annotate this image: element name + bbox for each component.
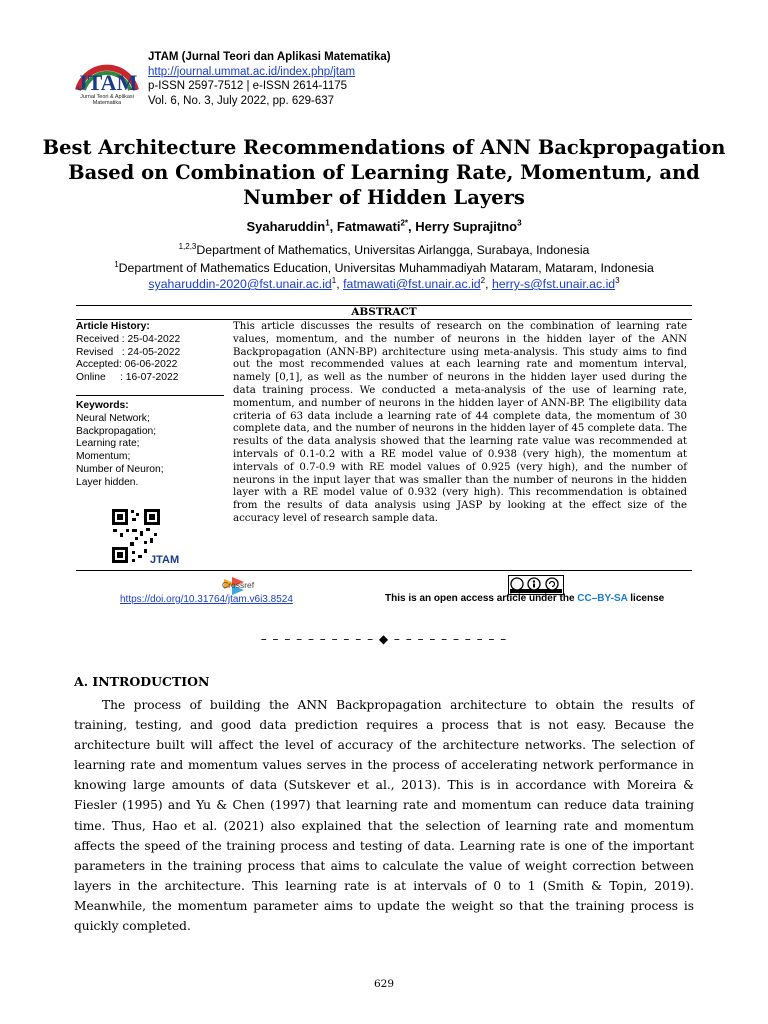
logo-caption: Jurnal Teori & Aplikasi Matematika (80, 94, 134, 106)
email-link-2[interactable]: fatmawati@fst.unair.ac.id (343, 277, 481, 291)
abstract-header-rule (76, 319, 692, 320)
logo-letters: JTAM (76, 70, 138, 95)
email-link-1[interactable]: syaharuddin-2020@fst.unair.ac.id (148, 277, 332, 291)
section-heading-introduction: A. INTRODUCTION (74, 674, 210, 689)
introduction-paragraph: The process of building the ANN Backpropagation architecture to obtain the results of training, testing, and good data prediction requires a process that is not easy. Because the architecture built will affect the level of accuracy of the architecture networks. The selection of learning rate and momentum values serves in the process of accelerating network performance in knowing large amounts of data (Sutskever et al., 2013). This is in accordance with Moreira & Fiesler (1995) and Yu & Chen (1997) that learning rate and momentum can reduce data training time. Thus, Hao et al. (2021) also explained that the selection of learning rate and momentum affects the speed of the training process and testing of data. Learning rate is one of the important parameters in the training process that aims to calculate the value of weight correction between layers in the architecture. This learning rate is at intervals of 0 to 1 (Smith & Topin, 2019). Meanwhile, the momentum parameter aims to update the weight so that the training process is quickly completed. (74, 698, 694, 934)
crossref-label: Crossref (222, 580, 255, 590)
page-number: 629 (373, 978, 395, 990)
keyword-item: Momentum; (76, 451, 131, 463)
keywords-block (76, 400, 224, 490)
history-accepted: Accepted: 06-06-2022 (76, 359, 178, 371)
abstract-bottom-rule (76, 570, 692, 571)
journal-volume: Vol. 6, No. 3, July 2022, pp. 629-637 (148, 94, 335, 107)
journal-header (70, 50, 470, 112)
author-3: Herry Suprajitno (415, 219, 518, 234)
author-list: Syaharuddin$^1$, Fatmawati$^{2*}$, Herry Suprajitno$^3$ (246, 218, 522, 234)
keyword-item: Layer hidden. (76, 476, 139, 488)
paper-title: Best Architecture Recommendations of ANN Backpropagation Based on Combination of Learning Rate, Momentum, and Number of Hidden Layers (42, 136, 726, 209)
history-heading: Article History: (76, 321, 150, 332)
history-revised: Revised : 24-05-2022 (76, 346, 181, 358)
author-emails: syaharuddin-$2020@fst.unair.ac.id^1$, $fatmawati@fst.unair.ac.id^2$, herry-$s@fst.unair.ac.id^3$ (148, 275, 620, 291)
license-statement: This is an open access article under the CC–BY-SA license (385, 593, 665, 604)
author-1: Syaharuddin (246, 219, 326, 234)
author-2: Fatmawati (336, 219, 401, 234)
history-online: Online : 16-07-2022 (76, 372, 179, 384)
cc-by-sa-badge-icon (508, 575, 564, 595)
svg-text:JTAM: JTAM (150, 554, 180, 566)
cc-by-sa-link[interactable]: CC–BY-SA (577, 593, 628, 604)
keywords-heading: Keywords: (76, 400, 129, 411)
section-divider: – – – – – – – – – – ◆ – – – – – – – – – – (260, 632, 508, 646)
keyword-item: Neural Network; (76, 412, 150, 424)
article-history (76, 321, 224, 396)
history-received: Received : 25-04-2022 (76, 333, 181, 345)
journal-url-link[interactable]: http://journal.ummat.ac.id/index.php/jtam (148, 65, 356, 78)
abstract-text: This article discusses the results of research on the combination of learning rate values, momentum, and the number of neurons in the hidden layer of the ANN Backpropagation (ANN-BP) architecture using meta-analysis. This study aims to find out the most recommended values at each learning rate and momentum interval, namely [0,1], as well as the number of neurons in the hidden layer used during the data training process. We conducted a meta-analysis of the use of learning rate, momentum, and number of neurons in the hidden layer of ANN-BP. The eligibility data criteria of 63 data include a learning rate of 44 complete data, the momentum of 30 complete data, and the number of neurons in the hidden layer of 45 complete data. The results of the data analysis showed that the learning rate value was recommended at intervals of 0.1-0.2 with a RE model value of 0.938 (very high), the momentum at intervals of 0.7-0.9 with RE model values of 0.925 (very high), and the number of neurons in the input layer that was smaller than the number of neurons in the hidden layer with a RE model value of 0.932 (very high). This recommendation is obtained from the results of data analysis using JASP by looking at the effect size of the accuracy level of research sample data. (233, 321, 687, 524)
doi-link[interactable]: https://doi.org/10.31764/jtam.v6i3.8524 (120, 594, 293, 605)
affiliation-1: $^{1,2,3}$Department of Mathematics, Universitas Airlangga, Surabaya, Indonesia (178, 241, 590, 257)
email-link-3[interactable]: herry-s@fst.unair.ac.id (491, 277, 616, 291)
affiliation-2: $^1$Department of Mathematics Education, Universitas Muhammadiyah Mataram, Mataram, Indonesia (114, 259, 654, 275)
keyword-item: Number of Neuron; (76, 463, 164, 475)
journal-name: JTAM (Jurnal Teori dan Aplikasi Matematika) (148, 51, 391, 63)
abstract-heading: ABSTRACT (351, 306, 417, 318)
keyword-item: Learning rate; (76, 438, 140, 450)
keyword-item: Backpropagation; (76, 425, 157, 437)
qr-code-icon (110, 507, 180, 567)
journal-info (148, 50, 391, 108)
journal-issn: p-ISSN 2597-7512 | e-ISSN 2614-1175 (148, 80, 348, 92)
